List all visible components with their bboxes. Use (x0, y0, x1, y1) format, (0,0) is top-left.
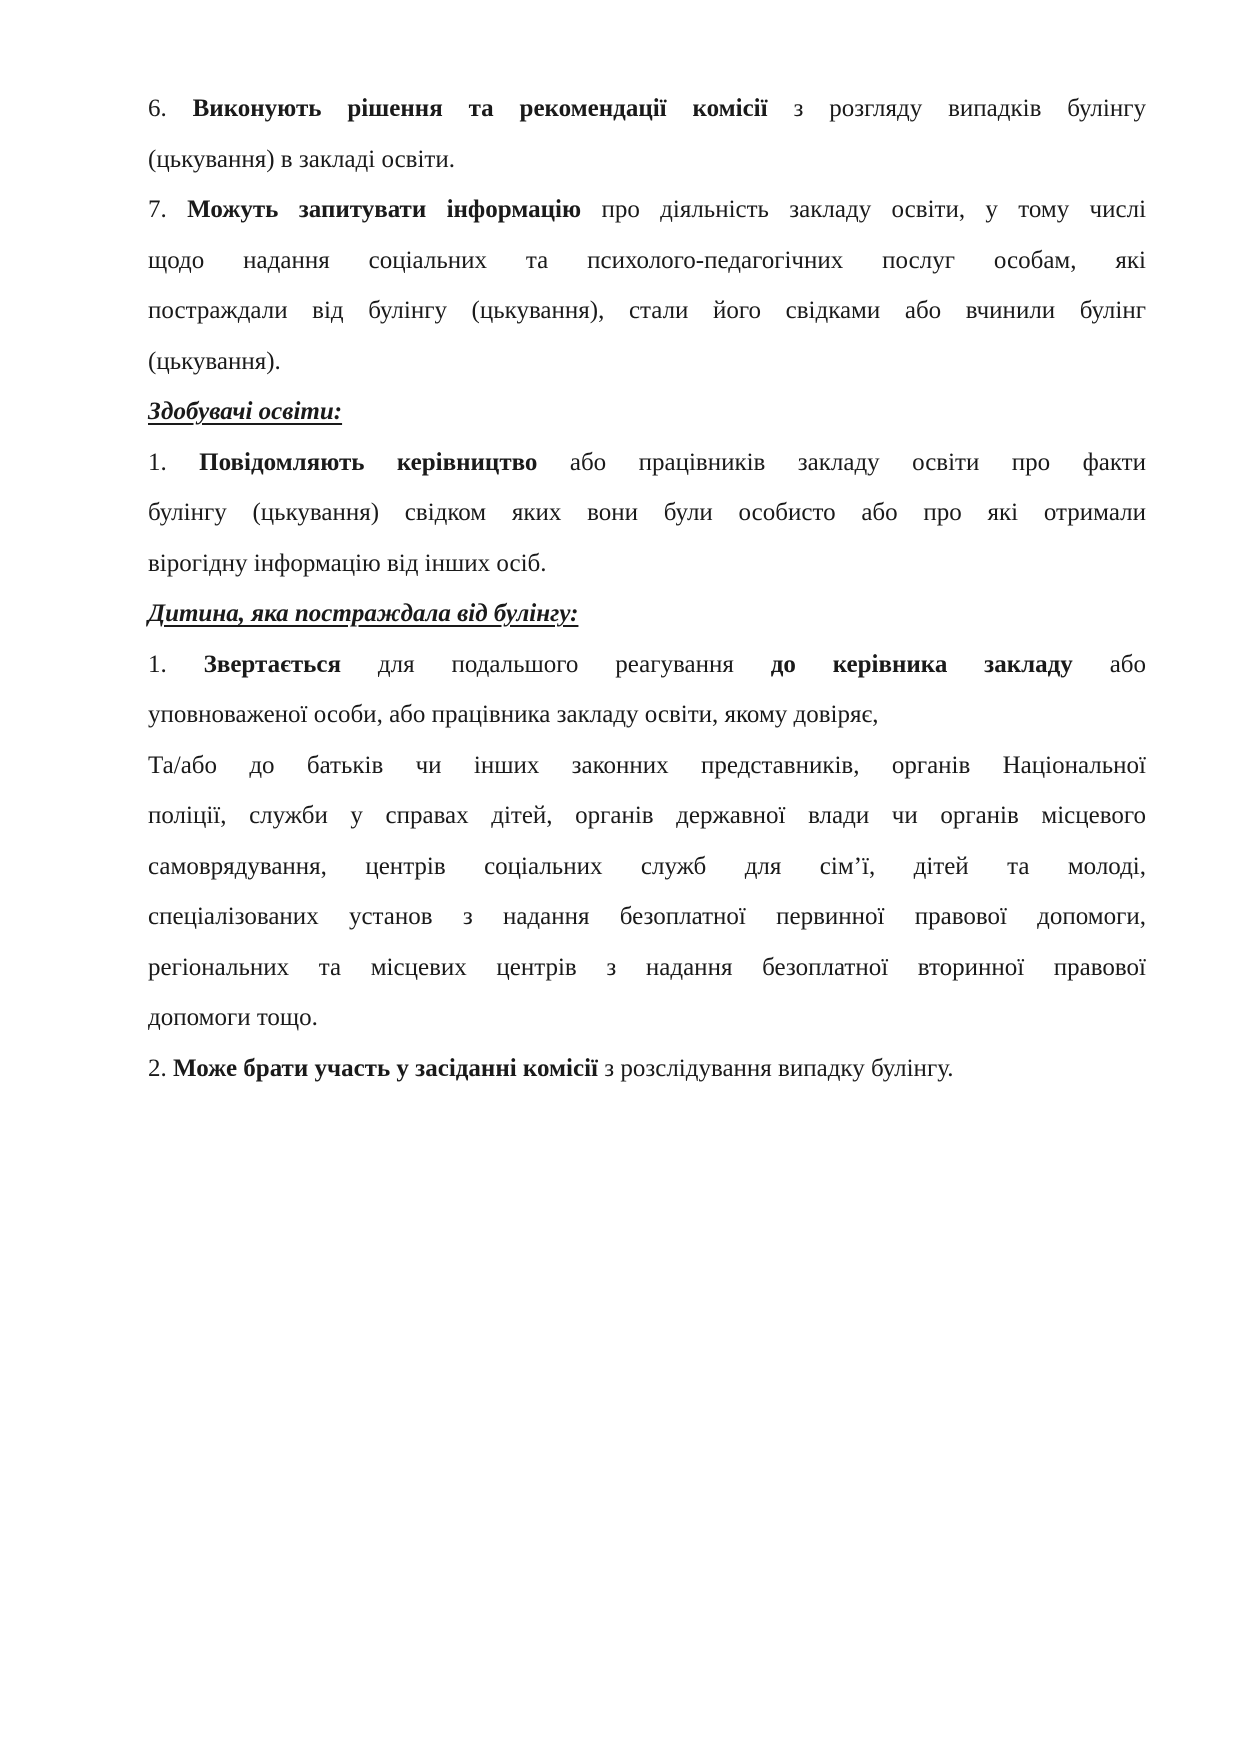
victim-item-1-line-7: регіональних та місцевих центрів з надання безоплатної вторинної правової (148, 953, 1146, 981)
victim-item-2-line-1 (148, 1044, 1146, 1095)
victim-item-1-number: 1. (148, 650, 167, 678)
victim-item-1-line-2: уповноваженої особи, або працівника закладу освіти, якому довіряє, (148, 701, 879, 728)
victim-item-1-bold-2: до керівника закладу (770, 650, 1073, 678)
victim-item-1-line-8: допомоги тощо. (148, 1004, 318, 1031)
section-victim-heading-text: Дитина, яка постраждала від булінгу: (148, 600, 579, 627)
students-item-1-bold: Повідомляють керівництво (199, 448, 538, 476)
section-victim-heading (148, 589, 1146, 640)
item-6 (148, 84, 1146, 185)
victim-item-1-line-5: самоврядування, центрів соціальних служб для сім’ї, дітей та молоді, (148, 852, 1146, 880)
item-7-line-1 (148, 185, 1146, 236)
section-students-heading-text: Здобувачі освіти: (148, 398, 343, 425)
victim-item-1-line-6: спеціалізованих установ з надання безоплатної первинної правової допомоги, (148, 903, 1146, 930)
item-7-number: 7. (148, 196, 167, 223)
item-7 (148, 185, 1146, 387)
victim-item-2-text: з розслідування випадку булінгу. (604, 1054, 954, 1082)
section-students-heading (148, 387, 1146, 438)
students-item-1-line-1 (148, 438, 1146, 489)
item-7-bold: Можуть запитувати інформацію (187, 196, 582, 223)
item-7-line-2: щодо надання соціальних та психолого-педагогічних послуг особам, які (148, 246, 1146, 274)
students-item-1-line-3: вірогідну інформацію від інших осіб. (148, 549, 547, 577)
section-victim (148, 589, 1146, 1094)
item-6-line-2: (цькування) в закладі освіти. (148, 145, 455, 173)
victim-item-1-end: або (1109, 650, 1147, 678)
item-7-text: про діяльність закладу освіти, у тому числі (601, 196, 1147, 223)
students-item-1-text: або працівників закладу освіти про факти (569, 448, 1146, 476)
item-6-number: 6. (148, 95, 167, 122)
item-7-line-3: постраждали від булінгу (цькування), стали його свідками або вчинили булінг (148, 297, 1146, 324)
victim-item-1-mid: для подальшого реагування (377, 650, 734, 678)
victim-item-1-line-3: Та/або до батьків чи інших законних представників, органів Національної (148, 751, 1146, 779)
item-7-line-4: (цькування). (148, 347, 281, 375)
victim-item-1-line-4: поліції, служби у справах дітей, органів державної влади чи органів місцевого (148, 802, 1146, 829)
students-item-1-number: 1. (148, 448, 167, 476)
item-6-bold: Виконують рішення та рекомендації комісії (192, 95, 768, 122)
document-page (148, 84, 1146, 1094)
item-6-line-1 (148, 84, 1146, 135)
victim-item-1-bold-1: Звертається (203, 650, 342, 678)
item-6-text: з розгляду випадків булінгу (793, 95, 1146, 122)
victim-item-2-number: 2. (148, 1054, 167, 1082)
students-item-1-line-2: булінгу (цькування) свідком яких вони були особисто або про які отримали (148, 499, 1146, 526)
victim-item-2-bold: Може брати участь у засіданні комісії (173, 1054, 598, 1082)
victim-item-1-line-1 (148, 640, 1146, 691)
section-students (148, 387, 1146, 589)
